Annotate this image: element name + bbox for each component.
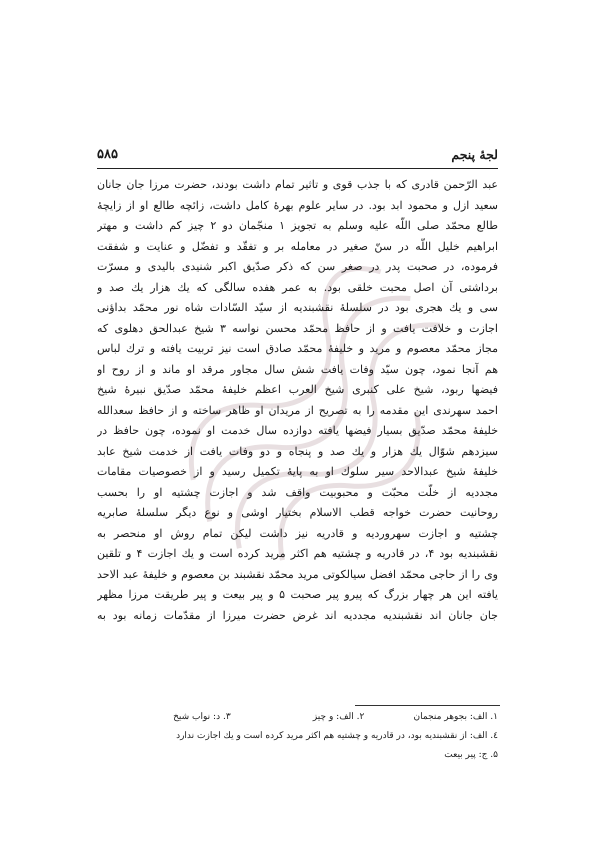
text-line: فیضها ربود، شیخ علی کنبری شیخ العرب اعظم خلیفهٔ محمّد صدّیق نبیرهٔ شیخ	[97, 383, 498, 396]
text-line: مجاز محمّد معصوم و مرید و خلیفهٔ محمّد صادق است نیز تربیت یافته و ترك لباس	[97, 342, 498, 355]
text-line: عبد الرّحمن قادری که با جذب قوی و تاثیر تمام داشت بودند، حضرت مرزا جان جانان	[97, 178, 498, 191]
header-rule	[97, 168, 498, 169]
text-line: وی را از حاجی محمّد افضل سیالکوتی مرید محمّد نقشبند بن معصوم و خلیفهٔ عبد الاحد	[97, 567, 498, 581]
footnote-2: ۲. الف: و چیز	[312, 712, 365, 722]
chapter-title: لجهٔ پنجم	[451, 147, 498, 162]
footnote-rule	[355, 705, 500, 706]
text-line: برداشتی آن اصل محبت خلقی بود. به عمر هفده سالگی که یك هزار یك صد و	[97, 280, 498, 294]
footnote-row	[97, 708, 498, 727]
text-line: فرموده، در صحبت پدر در صغر سن که ذکر صدّیق اکبر شنیدی بالیدی و مسرّت	[97, 260, 498, 273]
footnotes	[97, 708, 498, 765]
text-line: سی و یك هجری بود در سلسلهٔ نقشبندیه از سیّد السّادات شاه نور محمّد بداؤنی	[97, 301, 498, 314]
text-line: نقشبندیه بود ۴، در قادریه و چشتیه هم اکثر مرید کرده است و یك اجازت ۴ و تلقین	[97, 547, 498, 560]
page-header	[97, 147, 498, 167]
text-line: جان جانان اند نقشبندیه مجددیه اند غرض حضرت میرزا از مقدّمات زمانه بود به	[97, 608, 498, 622]
footnote-row	[97, 746, 498, 765]
footnote-5: ۵. ج: پیر بیعت	[444, 750, 498, 760]
text-line: طالع محمّد صلی اللّه علیه وسلم به تجویز ۱ منجّمان دو ۲ چیز کم داشت و مهتر	[97, 219, 498, 232]
text-line: خلیفهٔ شیخ عبدالاحد سیر سلوك او به پایهٔ تکمیل رسید و از خصوصیات مقامات	[97, 465, 498, 478]
text-line: روحانیت حضرت خواجه قطب الاسلام بختیار اوشی و نوع دیگر سلسلهٔ صابریه	[97, 506, 498, 519]
text-line: خلیفهٔ محمّد صدّیق بسیار فیضها یافته دوازده سال خدمت او نموده، چون حافظ در	[97, 424, 498, 437]
body-text	[97, 175, 498, 626]
footnote-1: ۱. الف: بجوهر منجمان	[413, 712, 498, 722]
text-line: مجددیه از خلّت محبّت و محبوبیت واقف شد و اجازت چشتیه او را بحسب	[97, 485, 498, 499]
text-line: اجازت و خلافت یافت و از حافظ محمّد محسن نواسه ۳ شیخ عبدالحق دهلوی که	[97, 321, 498, 335]
text-line: سیزدهم شوّال یك هزار و یك صد و پنجاه و دو وفات یافت از خدمت شیخ عابد	[97, 444, 498, 458]
text-line: چشتیه و اجازت سهروردیه و قادریه نیز داشت لیکن تمام روش او منحصر به	[97, 526, 498, 540]
text-line: هم آنجا نمود، چون سیّد وفات یافت شش سال مجاور مرقد او ماند و از روح او	[97, 362, 498, 376]
text-line: یافته این هر چهار بزرگ که پیرو پیر صحبت ۵ و پیر بیعت و پیر طریقت مرزا مظهر	[97, 588, 498, 601]
text-line: ابراهیم خلیل اللّه در سنّ صغیر در معامله بر و تفقّد و تفضّل و عنایت و شفقت	[97, 239, 498, 253]
footnote-3: ۳. د: نواب شیخ	[173, 712, 231, 722]
page-number: ۵۸۵	[97, 147, 118, 162]
footnote-row	[97, 727, 498, 746]
text-line: سعید ازل و محمود ابد بود. در سایر علوم بهرهٔ کامل داشت، زائچه طالع او از زایچهٔ	[97, 198, 498, 212]
footnote-4: ٤. الف: از نقشبندیه بود، در قادریه و چشتیه هم اکثر مرید کرده است و یك اجازت ندارد	[176, 731, 498, 741]
text-line: احمد سهرندی این مقدمه را به تصریح از مریدان او ظاهر ساخته و از حافظ سعدالله	[97, 403, 498, 417]
